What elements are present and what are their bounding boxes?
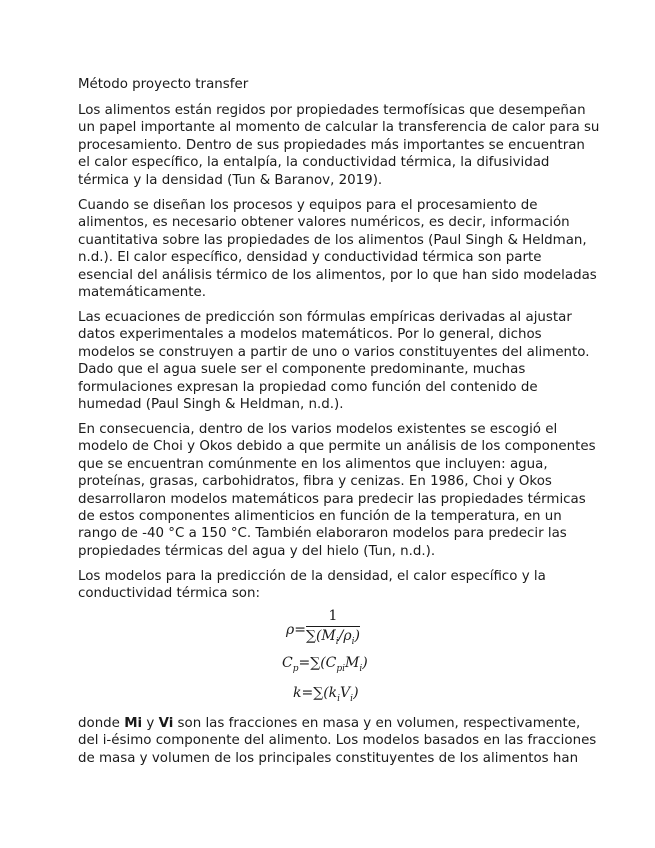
text-line: formulaciones expresan la propiedad como función del contenido de	[78, 379, 538, 395]
text-line: del i-ésimo componente del alimento. Los modelos basados en las fracciones	[78, 733, 597, 749]
density-den-part: /ρ	[338, 628, 352, 645]
cp-rhs-end: )	[362, 655, 368, 671]
k-lhs: k=∑(k	[293, 685, 338, 701]
cp-rhs-mid: M	[345, 655, 360, 671]
text-line: humedad (Paul Singh & Heldman, n.d.).	[78, 397, 344, 413]
text-line: de estos componentes alimenticios en función de la temperatura, en un	[78, 509, 562, 525]
text-line: un papel importante al momento de calcular la transferencia de calor para su	[78, 120, 600, 136]
k-end: )	[353, 685, 359, 701]
text-fragment: son las fracciones en masa y en volumen, respectivamente,	[173, 716, 581, 731]
text-line: modelo de Choi y Okos debido a que permite un análisis de los componentes	[78, 439, 596, 455]
text-line: Cuando se diseñan los procesos y equipos para el procesamiento de	[78, 198, 538, 213]
density-den-part: )	[354, 628, 360, 645]
density-lhs: ρ=	[286, 621, 306, 638]
text-line: cuantitativa sobre las propiedades de los alimentos (Paul Singh & Heldman,	[78, 232, 587, 248]
cp-rhs-sub2: i	[359, 663, 363, 674]
text-line	[78, 715, 588, 732]
text-line: datos experimentales a modelos matemáticos. Por lo general, dichos	[78, 327, 542, 343]
density-equation	[286, 608, 360, 652]
text-fragment: donde	[78, 716, 125, 731]
term-mi: Mi	[124, 716, 143, 731]
k-sub: i	[350, 693, 354, 704]
text-line: térmica y la densidad (Tun & Baranov, 2019).	[78, 172, 383, 188]
text-line: Las ecuaciones de predicción son fórmulas empíricas derivadas al ajustar	[78, 310, 572, 325]
density-den-sub: i	[335, 637, 339, 648]
document-title: Método proyecto transfer	[78, 77, 249, 92]
density-den-part: ∑(M	[305, 628, 336, 645]
text-line: Los alimentos están regidos por propiedades termofísicas que desempeñan	[78, 103, 586, 118]
text-line: rango de -40 °C a 150 °C. También elaboraron modelos para predecir las	[78, 526, 567, 542]
density-den-sub: i	[351, 637, 355, 648]
text-line: Dado que el agua suele ser el componente predominante, muchas	[78, 362, 526, 378]
text-line: modelos se construyen a partir de uno o varios constituyentes del alimento.	[78, 344, 590, 360]
text-line: conductividad térmica son:	[78, 586, 260, 602]
paragraph-process-design	[78, 197, 597, 301]
specific-heat-equation	[282, 655, 368, 678]
density-numerator: 1	[306, 608, 360, 627]
text-line: matemáticamente.	[78, 285, 207, 301]
text-line: de masa y volumen de los principales constituyentes de los alimentos han	[78, 750, 579, 766]
term-vi: Vi	[158, 716, 174, 731]
text-line: Los modelos para la predicción de la densidad, el calor específico y la	[78, 569, 546, 584]
paragraph-choi-okos	[78, 421, 596, 560]
paragraph-models-intro	[78, 568, 588, 603]
paragraph-prediction-equations	[78, 309, 588, 413]
density-fraction	[306, 608, 360, 652]
text-line: alimentos, es necesario obtener valores numéricos, es decir, información	[78, 215, 570, 231]
conductivity-equation	[293, 685, 359, 708]
k-mid: V	[340, 685, 351, 701]
text-line: propiedades térmicas del agua y del hielo (Tun, n.d.).	[78, 543, 436, 559]
density-denominator	[306, 627, 360, 651]
text-line: En consecuencia, dentro de los varios modelos existentes se escogió el	[78, 422, 558, 437]
text-line: n.d.). El calor específico, densidad y conductividad térmica son parte	[78, 250, 542, 266]
k-sub: i	[337, 693, 341, 704]
paragraph-fractions	[78, 715, 597, 767]
text-line: el calor específico, la entalpía, la conductividad térmica, la difusividad	[78, 155, 550, 171]
cp-rhs-sub: pi	[336, 663, 346, 674]
text-line: esencial del análisis térmico de los alimentos, por lo que han sido modeladas	[78, 267, 597, 283]
text-fragment: y	[142, 716, 159, 731]
cp-rhs: =∑(C	[298, 655, 337, 671]
text-line: procesamiento. Dentro de sus propiedades más importantes se encuentran	[78, 137, 585, 153]
cp-lhs-sub: p	[292, 663, 299, 674]
text-line: que se encuentran comúnmente en los alimentos que incluyen: agua,	[78, 456, 548, 472]
paragraph-thermophysical	[78, 102, 600, 189]
text-line: proteínas, grasas, carbohidratos, fibra y cenizas. En 1986, Choi y Okos	[78, 474, 552, 490]
text-line: desarrollaron modelos matemáticos para predecir las propiedades térmicas	[78, 491, 586, 507]
cp-lhs: C	[282, 655, 293, 671]
